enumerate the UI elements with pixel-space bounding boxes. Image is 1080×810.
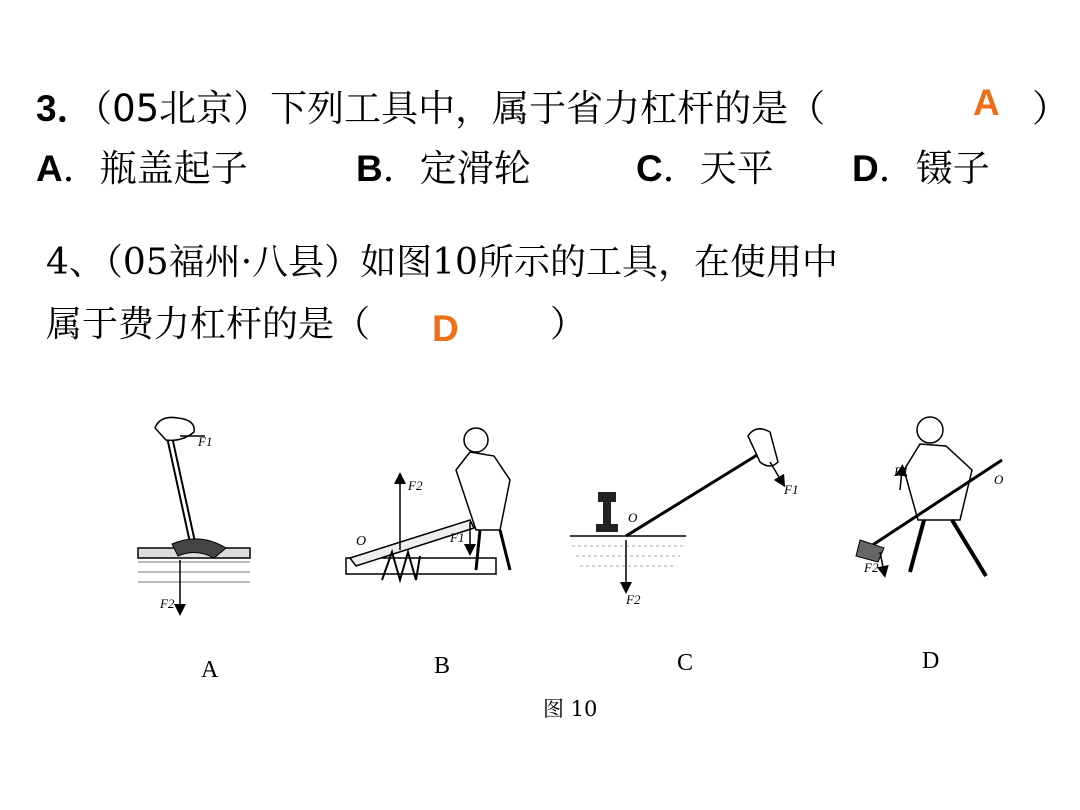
q3-option-b-letter: B [356,148,383,189]
panel-a-label: A [201,657,219,683]
panel-b-force-f1: F1 [450,530,465,545]
q3-option-c-letter: C [636,148,663,189]
panel-a-force-f1: F1 [198,434,213,449]
q4-close-paren: ） [550,304,587,345]
q3-option-c-sep: ． [662,147,700,190]
q3-number: 3． [36,88,94,129]
panel-d-force-f2: F2 [864,560,879,575]
q3-answer: A [973,82,1000,123]
figure-caption: 图 10 [543,697,598,721]
panel-d-label: D [922,648,940,674]
panel-a-hammer-drawing [138,417,250,610]
panel-c-pivot-o: O [628,510,638,525]
panel-b-label: B [434,653,451,679]
q3-option-b-sep: ． [382,147,420,190]
q4-line2-prefix: 属于费力杠杆的是（ [46,304,371,345]
panel-d-shovel-drawing [856,417,1002,576]
panel-c-force-f1: F1 [784,482,799,497]
panel-d-pivot-o: O [994,472,1004,487]
q3-option-b-text: 定滑轮 [419,147,531,190]
panel-a-force-f2: F2 [160,596,175,611]
q4-line1: 4、（05福州·八县）如图10所示的工具，在使用中 [46,242,838,283]
q3-option-a-text: 瓶盖起子 [99,147,248,190]
q3-option-a-sep: ． [62,147,100,190]
q4-answer: D [432,308,459,349]
q3-option-d-text: 镊子 [915,147,990,190]
q3-stem: （05北京）下列工具中，属于省力杠杆的是（ [93,87,826,130]
q3-option-d-letter: D [852,148,879,189]
q3-option-d-sep: ． [878,147,916,190]
q3-close-paren: ） [1032,87,1069,130]
panel-c-force-f2: F2 [626,592,641,607]
panel-b-pivot-o: O [356,534,367,549]
panel-b-force-f2: F2 [408,478,423,493]
panel-d-force-f1: F1 [894,464,909,479]
panel-b-lever-drawing [346,428,510,580]
q3-option-c-text: 天平 [699,147,774,190]
q3-option-a-letter: A [36,148,63,189]
panel-c-label: C [677,650,694,676]
panel-c-crowbar-drawing [570,429,782,588]
